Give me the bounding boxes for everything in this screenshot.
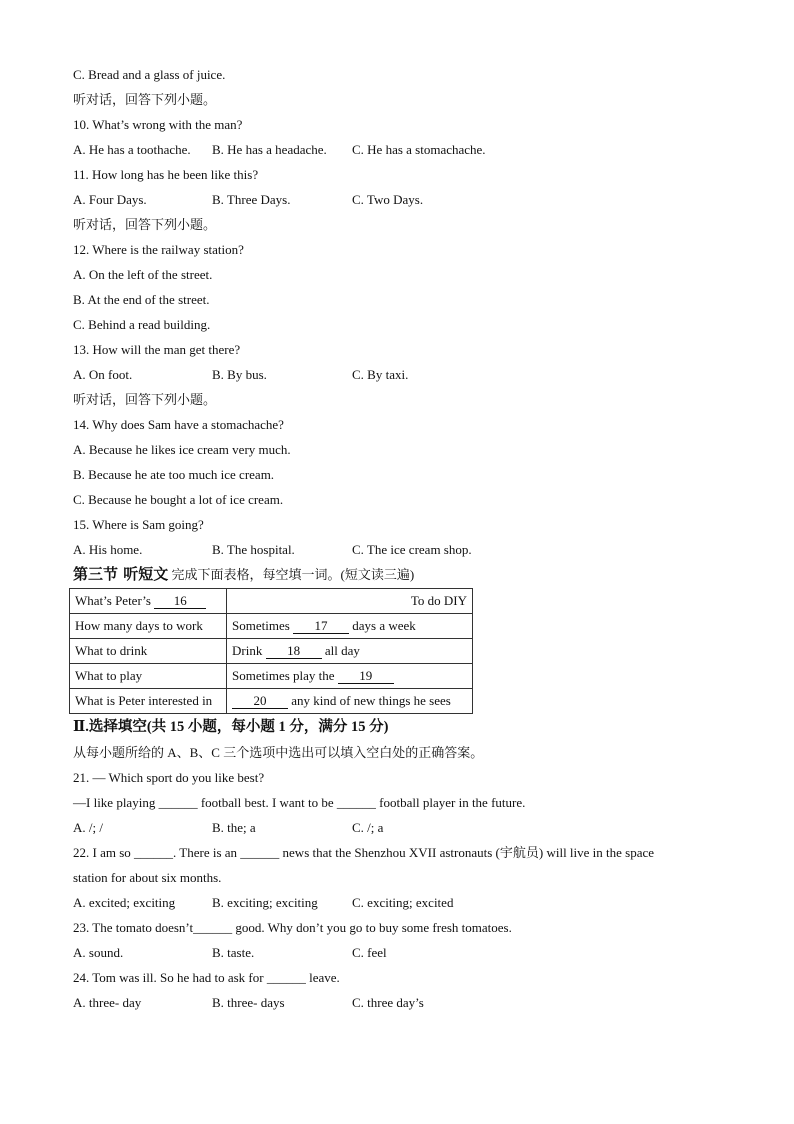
cell-label: What’s Peter’s [75,593,151,608]
part2-instruction: 从每小题所给的 A、B、C 三个选项中选出可以填入空白处的正确答案。 [73,745,484,760]
q22-option-b: B. exciting; exciting [212,895,318,910]
cell-text: all day [324,643,360,658]
question-12: 12. Where is the railway station? [73,242,244,257]
question-21-line2: —I like playing ______ football best. I want to be ______ football player in the future. [73,795,526,810]
table-cell [227,689,473,714]
question-24: 24. Tom was ill. So he had to ask for ______ leave. [73,970,340,985]
instruction-listen-dialogue: 听对话，回答下列小题。 [73,92,217,107]
q14-option-a: A. Because he likes ice cream very much. [73,442,291,457]
q12-option-b: B. At the end of the street. [73,292,210,307]
answer-blank-20[interactable]: 20 [232,693,288,709]
question-22: 22. I am so ______. There is an ______ news that the Shenzhou XVII astronauts (宇航员) will live in the space [73,845,655,860]
q23-option-a: A. sound. [73,945,124,960]
q22-option-c: C. exciting; excited [352,895,454,910]
question-22-line2: station for about six months. [73,870,222,885]
cell-text: days a week [352,618,416,633]
q24-options [73,990,733,1015]
q11-option-b: B. Three Days. [212,192,291,207]
exam-page [73,62,733,1015]
question-14: 14. Why does Sam have a stomachache? [73,417,284,432]
table-row [70,614,473,639]
table-cell [227,614,473,639]
table-cell: To do DIY [227,589,473,614]
cell-text: Drink [232,643,263,658]
q15-option-a: A. His home. [73,542,143,557]
table-cell: What is Peter interested in [70,689,227,714]
q10-option-a: A. He has a toothache. [73,142,191,157]
q13-option-b: B. By bus. [212,367,267,382]
part2-title: Ⅱ.选择填空(共 15 小题，每小题 1 分，满分 15 分) [73,719,389,735]
q11-option-a: A. Four Days. [73,192,147,207]
section3-instruction: 完成下面表格，每空填一词。(短文读三遍) [171,567,415,582]
q15-options [73,537,733,562]
answer-blank-18[interactable]: 18 [266,643,322,659]
answer-blank-17[interactable]: 17 [293,618,349,634]
q15-option-b: B. The hospital. [212,542,295,557]
q11-option-c: C. Two Days. [352,192,424,207]
q23-option-c: C. feel [352,945,387,960]
q10-option-b: B. He has a headache. [212,142,327,157]
question-23: 23. The tomato doesn’t______ good. Why don’t you go to buy some fresh tomatoes. [73,920,512,935]
answer-blank-19[interactable]: 19 [338,668,394,684]
q21-option-a: A. /; / [73,820,103,835]
question-21: 21. — Which sport do you like best? [73,770,265,785]
question-11: 11. How long has he been like this? [73,167,259,182]
table-cell: What to drink [70,639,227,664]
q24-option-b: B. three- days [212,995,285,1010]
table-cell [70,589,227,614]
q21-options [73,815,733,840]
question-15: 15. Where is Sam going? [73,517,204,532]
cell-text: Sometimes [232,618,290,633]
q9-option-c: C. Bread and a glass of juice. [73,67,226,82]
q13-options [73,362,733,387]
instruction-listen-dialogue: 听对话，回答下列小题。 [73,217,217,232]
table-cell: How many days to work [70,614,227,639]
section3-heading [73,562,733,587]
question-13: 13. How will the man get there? [73,342,241,357]
q24-option-c: C. three day’s [352,995,424,1010]
cell-text: Sometimes play the [232,668,335,683]
q22-option-a: A. excited; exciting [73,895,176,910]
q15-option-c: C. The ice cream shop. [352,542,472,557]
section3-title: 第三节 听短文 [73,565,169,583]
question-10: 10. What’s wrong with the man? [73,117,243,132]
q24-option-a: A. three- day [73,995,142,1010]
q22-options [73,890,733,915]
q23-options [73,940,733,965]
q14-option-b: B. Because he ate too much ice cream. [73,467,275,482]
table-row [70,689,473,714]
instruction-listen-dialogue: 听对话，回答下列小题。 [73,392,217,407]
q11-options [73,187,733,212]
q23-option-b: B. taste. [212,945,255,960]
listening-table [69,588,473,714]
table-cell [227,664,473,689]
q12-option-a: A. On the left of the street. [73,267,213,282]
cell-text: any kind of new things he sees [291,693,451,708]
q12-option-c: C. Behind a read building. [73,317,211,332]
table-row [70,589,473,614]
q13-option-a: A. On foot. [73,367,133,382]
q14-option-c: C. Because he bought a lot of ice cream. [73,492,284,507]
q21-option-c: C. /; a [352,820,384,835]
table-row [70,639,473,664]
q21-option-b: B. the; a [212,820,256,835]
q13-option-c: C. By taxi. [352,367,409,382]
table-row [70,664,473,689]
q10-options [73,137,733,162]
answer-blank-16[interactable]: 16 [154,593,206,609]
q10-option-c: C. He has a stomachache. [352,142,486,157]
table-cell: What to play [70,664,227,689]
table-cell [227,639,473,664]
